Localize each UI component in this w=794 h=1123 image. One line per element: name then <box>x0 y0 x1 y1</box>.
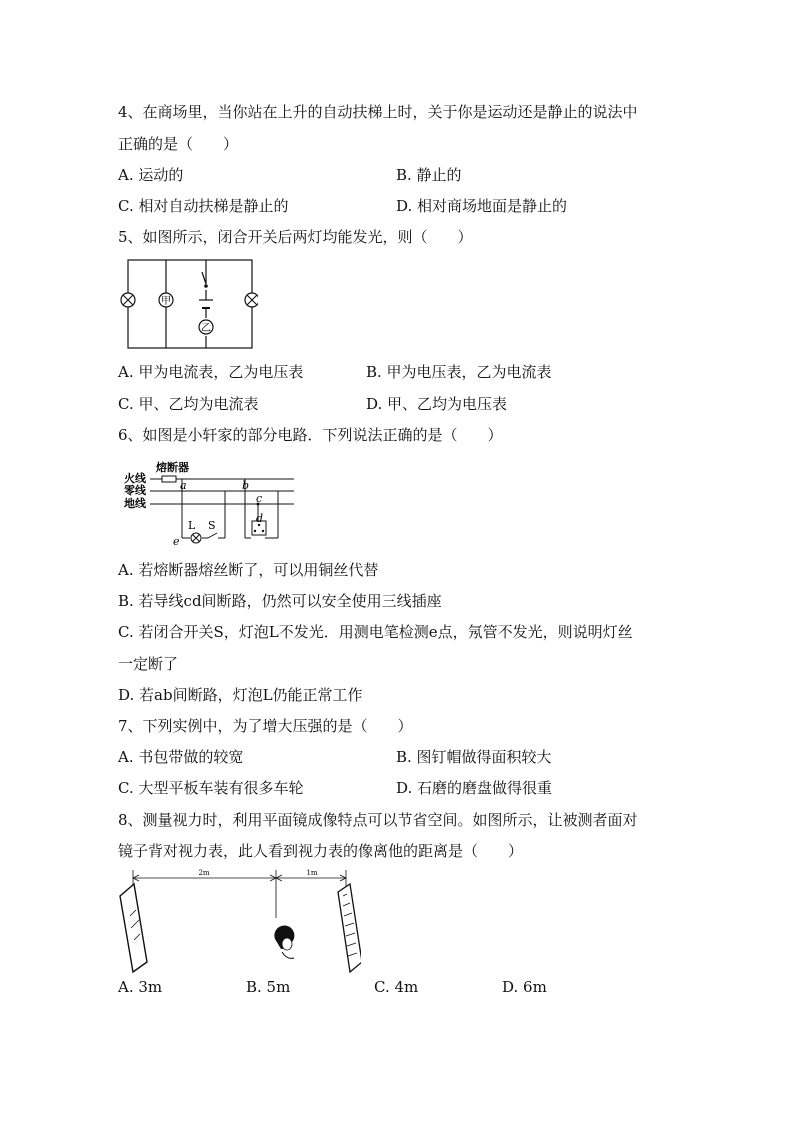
q8-option-b: B. 5m <box>246 978 291 996</box>
q6-option-b: B. 若导线cd间断路，仍然可以安全使用三线插座 <box>118 592 442 610</box>
q5-option-d: D. 甲、乙均为电压表 <box>366 395 508 413</box>
fuse-label: 熔断器 <box>156 461 189 474</box>
switch-S-label: S <box>208 519 216 532</box>
distance-2m-label: 2m <box>198 869 210 877</box>
q4-stem-line2: 正确的是（ ） <box>118 135 239 153</box>
q4-option-a: A. 运动的 <box>118 166 184 184</box>
q4-option-d: D. 相对商场地面是静止的 <box>396 197 568 215</box>
q5-option-a: A. 甲为电流表，乙为电压表 <box>118 363 304 381</box>
live-wire-label: 火线 <box>124 472 146 485</box>
q7-option-b: B. 图钉帽做得面积较大 <box>396 748 552 766</box>
person-head-icon <box>274 926 294 959</box>
q7-option-a: A. 书包带做的较宽 <box>118 748 244 766</box>
q5-circuit-diagram <box>118 256 258 352</box>
q4-option-b: B. 静止的 <box>396 166 462 184</box>
q6-option-c-continued: 一定断了 <box>118 655 179 673</box>
point-a-label: a <box>180 479 187 492</box>
q4-stem-line1: 4、在商场里，当你站在上升的自动扶梯上时，关于你是运动还是静止的说法中 <box>118 103 638 121</box>
point-b-label: b <box>242 479 250 492</box>
q5-option-b: B. 甲为电压表，乙为电流表 <box>366 363 552 381</box>
neutral-wire-label: 零线 <box>124 484 146 497</box>
q8-option-a: A. 3m <box>118 978 163 996</box>
q6-option-d: D. 若ab间断路，灯泡L仍能正常工作 <box>118 686 363 704</box>
q6-option-c: C. 若闭合开关S，灯泡L不发光．用测电笔检测e点，氖管不发光，则说明灯丝 <box>118 623 633 641</box>
q7-option-d: D. 石磨的磨盘做得很重 <box>396 779 553 797</box>
meter-yi-label: 乙 <box>201 323 211 334</box>
point-c-label: c <box>256 492 263 505</box>
ground-wire-label: 地线 <box>124 497 146 510</box>
eye-chart-icon <box>338 884 361 972</box>
plane-mirror-icon <box>120 884 147 972</box>
point-d-label: d <box>256 512 264 525</box>
q7-option-c: C. 大型平板车装有很多车轮 <box>118 779 304 797</box>
q7-stem: 7、下列实例中，为了增大压强的是（ ） <box>118 717 413 735</box>
q5-option-c: C. 甲、乙均为电流表 <box>118 395 259 413</box>
point-e-label: e <box>173 535 180 548</box>
q6-stem: 6、如图是小轩家的部分电路．下列说法正确的是（ ） <box>118 426 503 444</box>
lamp-right-icon <box>245 293 258 307</box>
q8-stem-line2: 镜子背对视力表，此人看到视力表的像离他的距离是（ ） <box>118 842 524 860</box>
lamp-left-icon <box>121 293 135 307</box>
meter-jia-label: 甲 <box>161 296 171 307</box>
q8-option-d: D. 6m <box>502 978 547 996</box>
fuse-icon <box>162 476 176 482</box>
q8-option-c: C. 4m <box>374 978 419 996</box>
q6-household-circuit-diagram <box>122 458 297 550</box>
q6-option-a: A. 若熔断器熔丝断了，可以用铜丝代替 <box>118 561 379 579</box>
q4-option-c: C. 相对自动扶梯是静止的 <box>118 197 289 215</box>
q8-stem-line1: 8、测量视力时，利用平面镜成像特点可以节省空间。如图所示，让被测者面对 <box>118 811 638 829</box>
lamp-L-label: L <box>188 519 196 532</box>
q5-stem: 5、如图所示，闭合开关后两灯均能发光，则（ ） <box>118 228 473 246</box>
distance-1m-label: 1m <box>306 869 318 877</box>
q8-eye-test-diagram <box>116 866 361 974</box>
